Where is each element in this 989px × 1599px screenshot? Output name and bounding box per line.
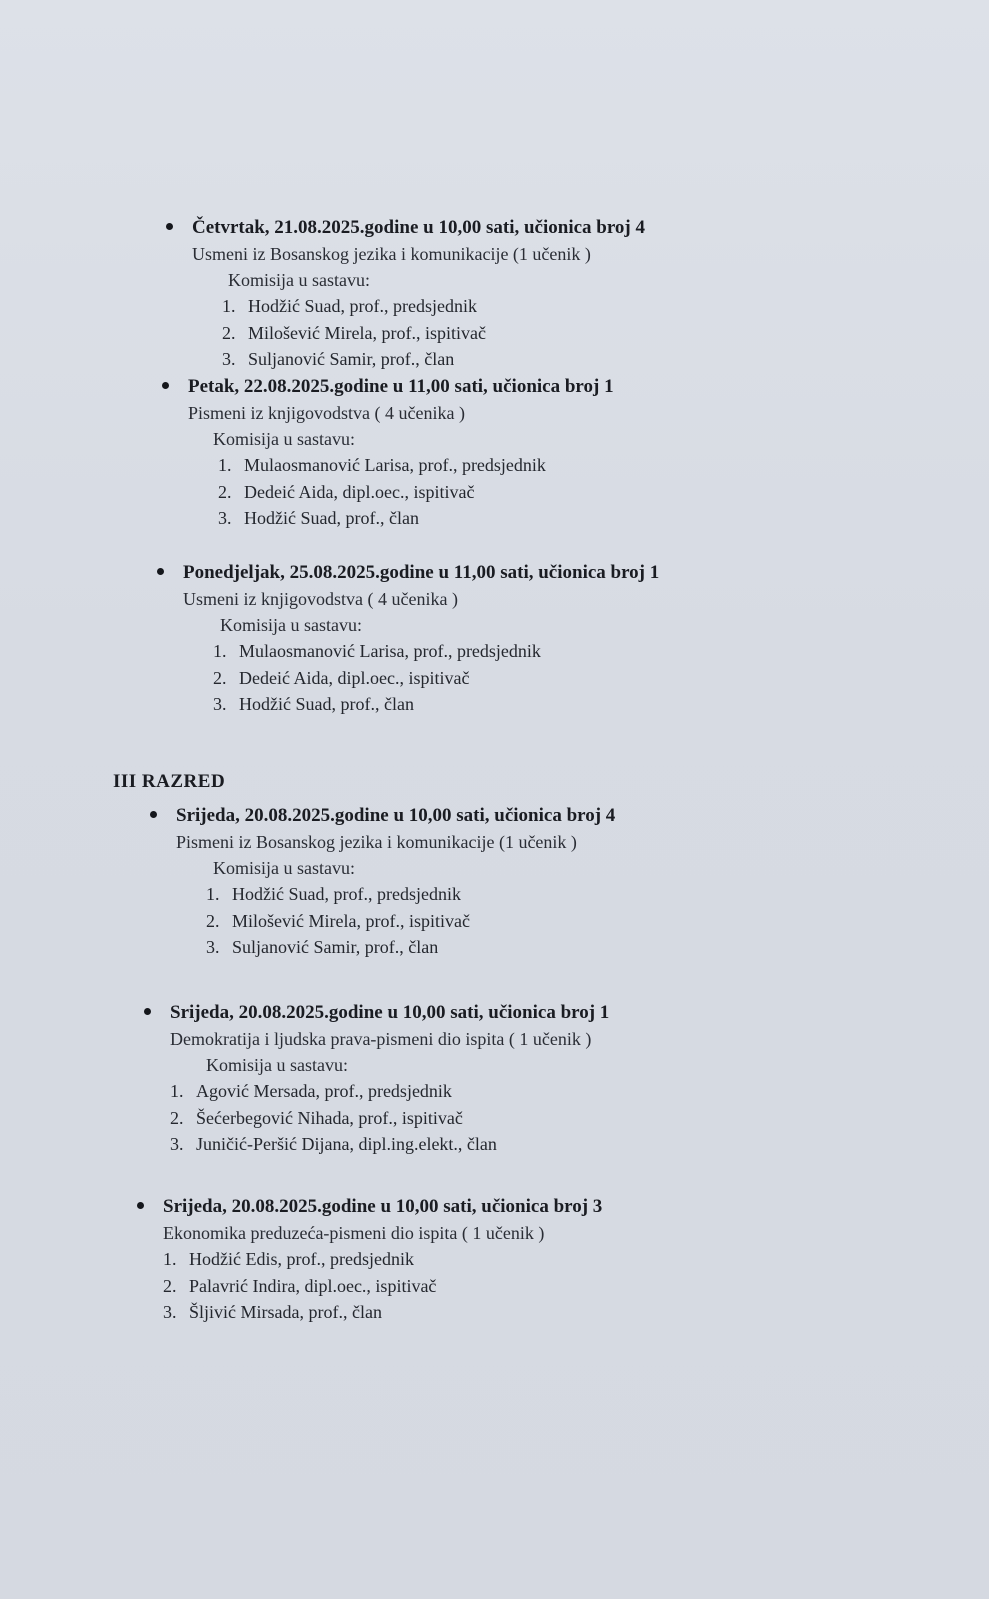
member-item: [170, 1105, 790, 1132]
member-number: 3.: [170, 1134, 184, 1154]
member-text: Dedeić Aida, dipl.oec., ispitivač: [239, 667, 470, 688]
member-number: 3.: [222, 349, 236, 369]
exam-entry: [163, 1194, 783, 1326]
member-number: 2.: [206, 910, 220, 931]
member-item: [218, 479, 808, 506]
commission-members: [176, 881, 796, 961]
member-item: [222, 346, 812, 373]
commission-members: [170, 1078, 790, 1158]
commission-label: Komisija u sastavu:: [220, 615, 362, 635]
exam-subject: Pismeni iz Bosanskog jezika i komunikacije (1 učenik ): [176, 832, 577, 852]
member-text: Hodžić Edis, prof., predsjednik: [189, 1249, 414, 1269]
commission-members: [188, 452, 808, 532]
bullet-icon: [150, 811, 157, 818]
commission-members: [163, 1246, 783, 1326]
commission-label: Komisija u sastavu:: [213, 858, 355, 878]
member-number: 1.: [218, 455, 232, 475]
member-item: [222, 293, 812, 320]
exam-entry: [192, 215, 812, 373]
member-item: [213, 691, 803, 718]
section-title: III RAZRED: [113, 771, 226, 792]
member-text: Milošević Mirela, prof., ispitivač: [232, 910, 470, 931]
member-item: [206, 908, 796, 935]
member-text: Hodžić Suad, prof., predsjednik: [248, 296, 477, 316]
member-number: 3.: [213, 694, 227, 714]
member-text: Šljivić Mirsada, prof., član: [189, 1302, 382, 1322]
member-text: Suljanović Samir, prof., član: [232, 937, 439, 957]
member-item: [170, 1131, 790, 1158]
exam-entry: [176, 803, 796, 961]
bullet-icon: [157, 568, 164, 575]
member-text: Dedeić Aida, dipl.oec., ispitivač: [244, 481, 475, 502]
member-item: [206, 934, 796, 961]
exam-heading: Četvrtak, 21.08.2025.godine u 10,00 sati, učionica broj 4: [192, 217, 646, 238]
member-item: [163, 1299, 783, 1326]
member-text: Mulaosmanović Larisa, prof., predsjednik: [239, 641, 541, 661]
member-text: Hodžić Suad, prof., član: [244, 508, 419, 528]
bullet-icon: [144, 1008, 151, 1015]
member-text: Milošević Mirela, prof., ispitivač: [248, 322, 486, 343]
commission-members: [183, 638, 803, 718]
exam-entry: [183, 560, 803, 718]
member-item: [206, 881, 796, 908]
member-text: Juničić-Peršić Dijana, dipl.ing.elekt., član: [196, 1134, 497, 1154]
member-text: Palavrić Indira, dipl.oec., ispitivač: [189, 1275, 437, 1296]
member-number: 3.: [163, 1302, 177, 1322]
member-item: [170, 1078, 790, 1105]
member-item: [163, 1246, 783, 1273]
member-number: 1.: [222, 296, 236, 316]
member-item: [222, 320, 812, 347]
member-text: Šećerbegović Nihada, prof., ispitivač: [196, 1107, 463, 1128]
member-text: Hodžić Suad, prof., član: [239, 694, 414, 714]
exam-heading: Srijeda, 20.08.2025.godine u 10,00 sati, učionica broj 1: [170, 1002, 610, 1023]
exam-subject: Pismeni iz knjigovodstva ( 4 učenika ): [188, 403, 465, 423]
member-item: [213, 638, 803, 665]
exam-subject: Usmeni iz Bosanskog jezika i komunikacije (1 učenik ): [192, 244, 591, 264]
member-number: 3.: [218, 508, 232, 528]
commission-label: Komisija u sastavu:: [228, 270, 370, 290]
member-number: 2.: [213, 667, 227, 688]
bullet-icon: [166, 223, 173, 230]
member-number: 1.: [170, 1081, 184, 1101]
exam-entry: [188, 374, 808, 532]
exam-entry: [170, 1000, 790, 1158]
member-item: [213, 665, 803, 692]
member-number: 3.: [206, 937, 220, 957]
member-item: [218, 452, 808, 479]
member-text: Suljanović Samir, prof., član: [248, 349, 455, 369]
member-number: 2.: [218, 481, 232, 502]
member-item: [163, 1273, 783, 1300]
exam-subject: Usmeni iz knjigovodstva ( 4 učenika ): [183, 589, 458, 609]
commission-members: [192, 293, 812, 373]
exam-heading: Petak, 22.08.2025.godine u 11,00 sati, učionica broj 1: [188, 376, 614, 397]
bullet-icon: [162, 382, 169, 389]
exam-subject: Demokratija i ljudska prava-pismeni dio ispita ( 1 učenik ): [170, 1029, 592, 1049]
exam-heading: Ponedjeljak, 25.08.2025.godine u 11,00 sati, učionica broj 1: [183, 562, 660, 583]
member-text: Agović Mersada, prof., predsjednik: [196, 1081, 452, 1101]
bullet-icon: [137, 1202, 144, 1209]
exam-subject: Ekonomika preduzeća-pismeni dio ispita ( 1 učenik ): [163, 1223, 545, 1243]
member-text: Mulaosmanović Larisa, prof., predsjednik: [244, 455, 546, 475]
member-number: 2.: [163, 1275, 177, 1296]
commission-label: Komisija u sastavu:: [213, 429, 355, 449]
member-number: 1.: [163, 1249, 177, 1269]
commission-label: Komisija u sastavu:: [206, 1055, 348, 1075]
member-text: Hodžić Suad, prof., predsjednik: [232, 884, 461, 904]
member-number: 1.: [206, 884, 220, 904]
exam-heading: Srijeda, 20.08.2025.godine u 10,00 sati, učionica broj 4: [176, 805, 616, 826]
member-number: 2.: [222, 322, 236, 343]
exam-heading: Srijeda, 20.08.2025.godine u 10,00 sati, učionica broj 3: [163, 1196, 603, 1217]
member-number: 1.: [213, 641, 227, 661]
member-number: 2.: [170, 1107, 184, 1128]
member-item: [218, 505, 808, 532]
